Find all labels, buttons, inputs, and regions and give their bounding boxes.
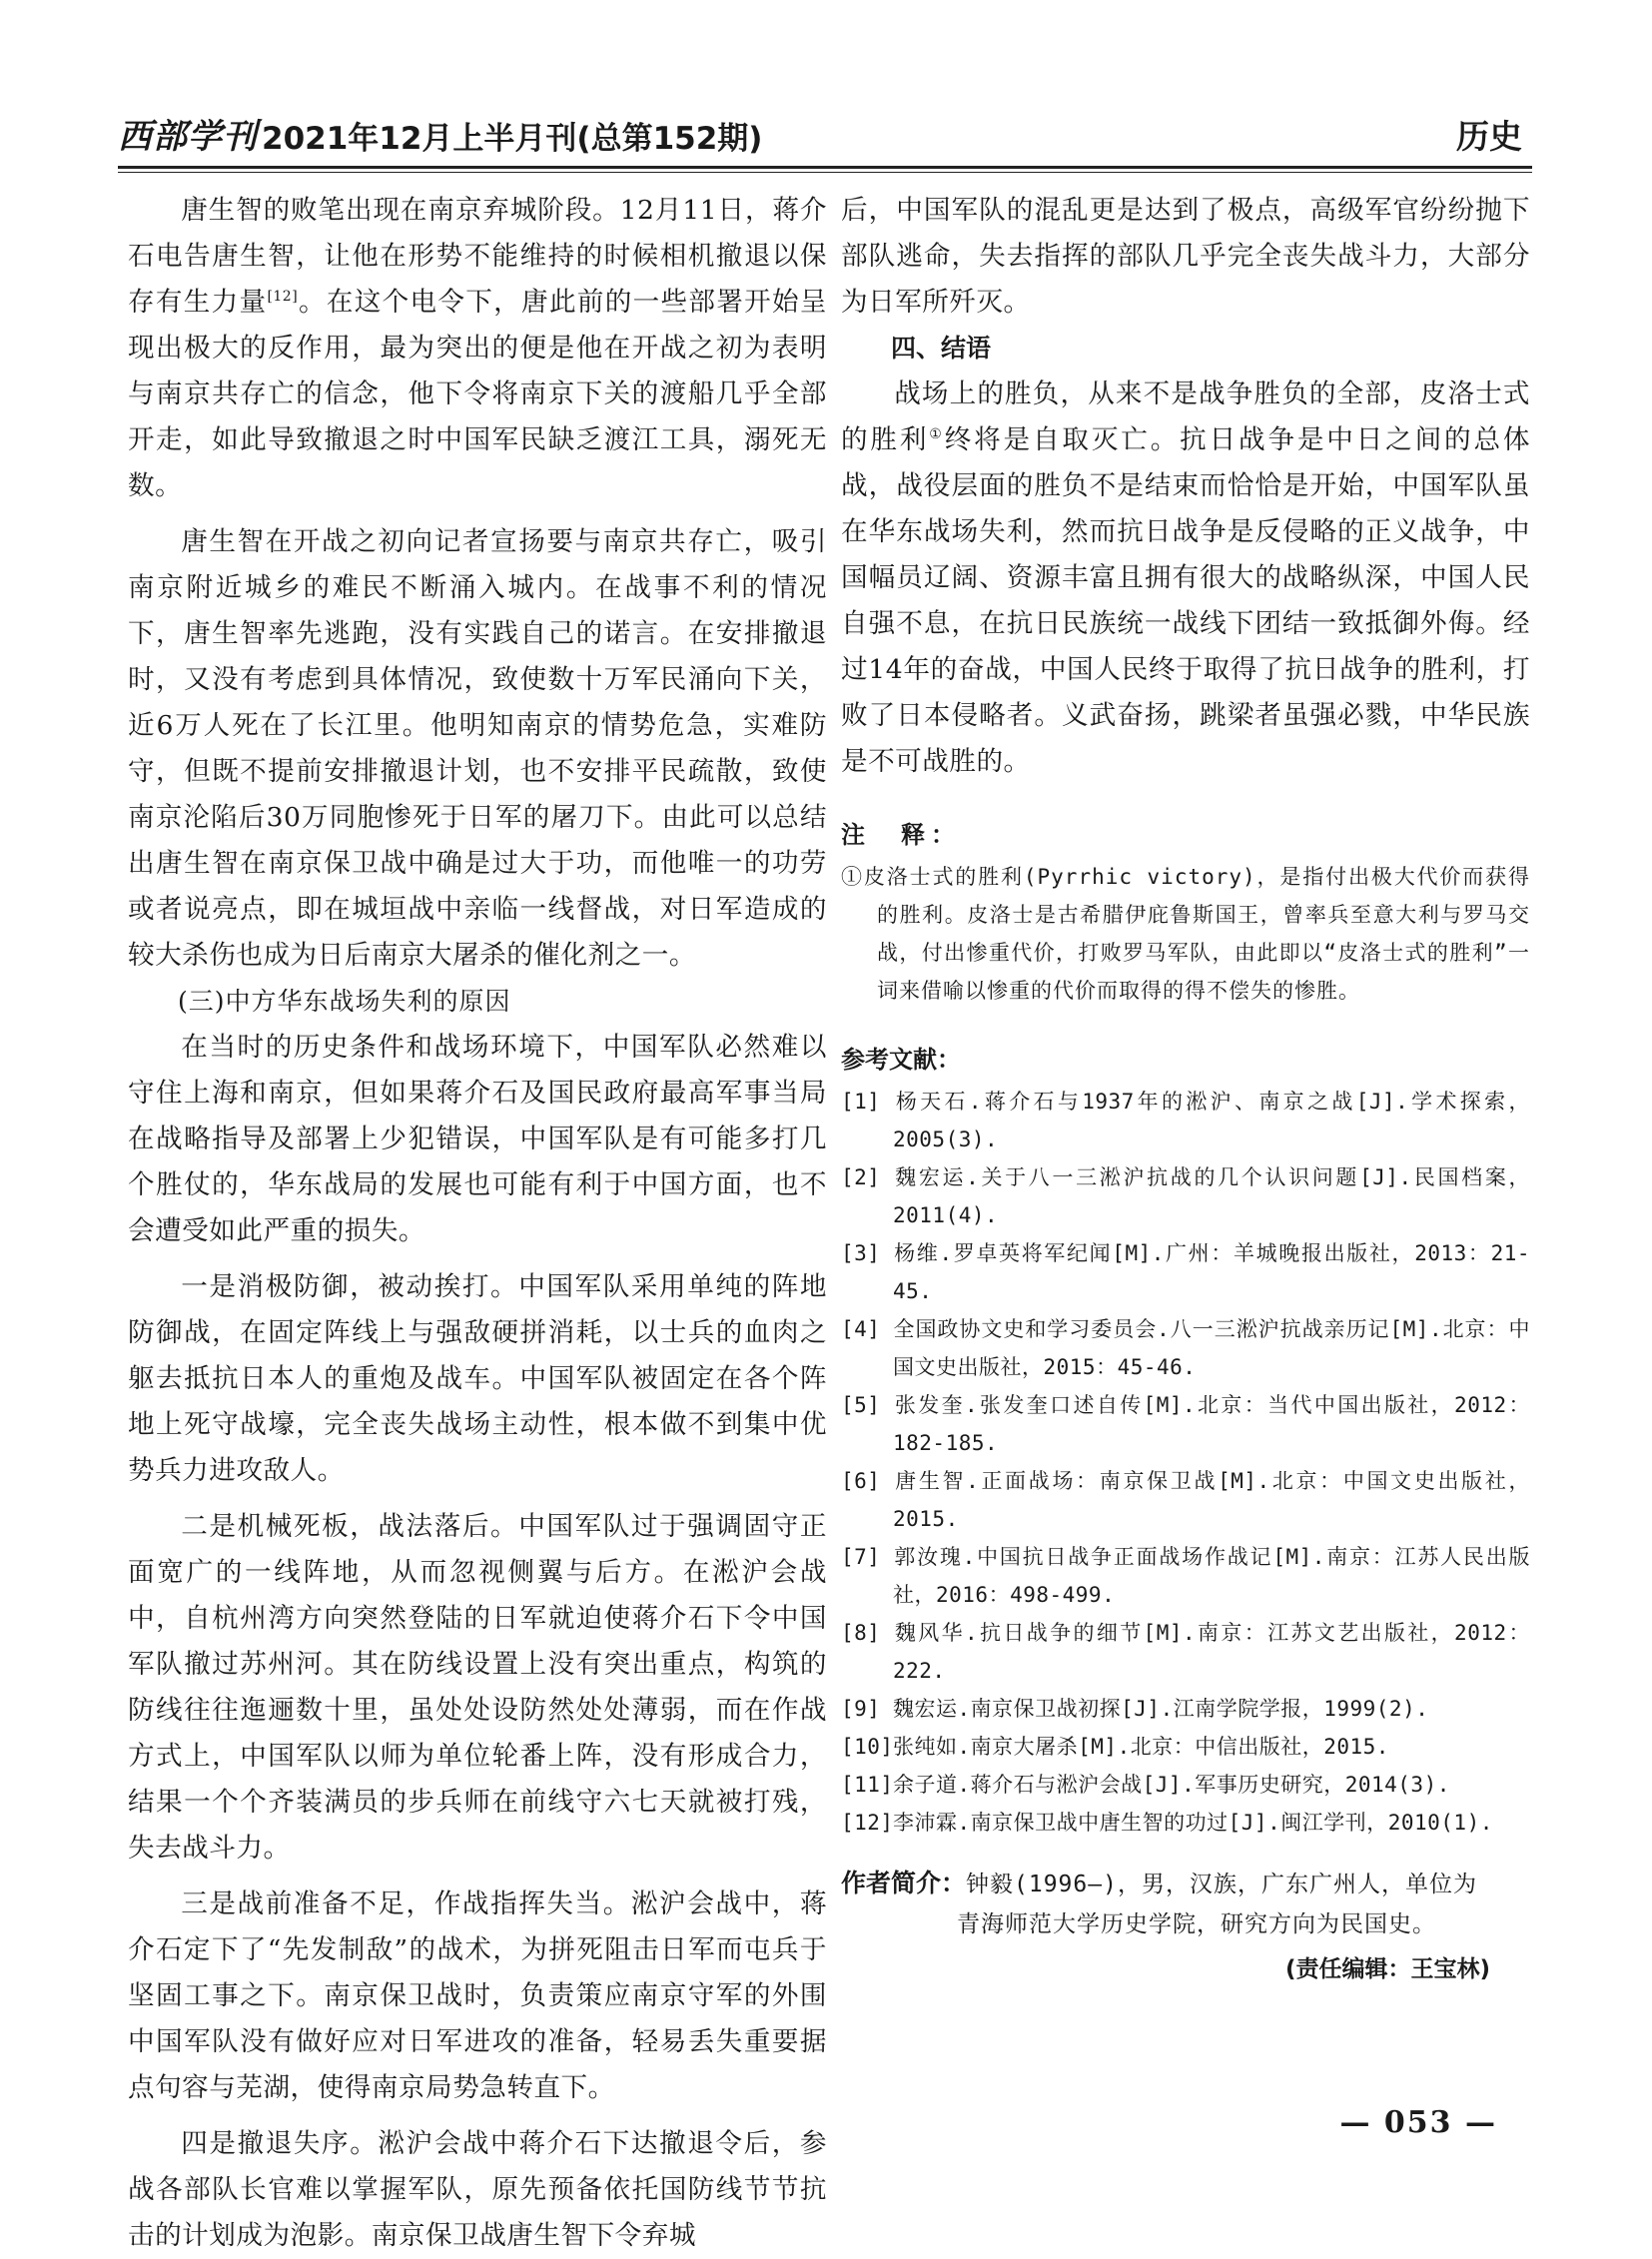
reference-text: 张发奎.张发奎口述自传[M].北京：当代中国出版社，2012：182-185. — [893, 1393, 1530, 1455]
reference-text: 唐生智.正面战场：南京保卫战[M].北京：中国文史出版社，2015. — [893, 1469, 1530, 1531]
reference-item — [841, 1310, 1530, 1386]
journal-name: 西部学刊 — [118, 117, 258, 157]
reference-item — [841, 1728, 1530, 1766]
reference-item — [841, 1462, 1530, 1538]
reference-text: 余子道.蒋介石与淞沪会战[J].军事历史研究，2014(3). — [893, 1773, 1450, 1797]
reference-text: 李沛霖.南京保卫战中唐生智的功过[J].闽江学刊，2010(1). — [893, 1811, 1493, 1835]
reference-text: 杨天石.蒋介石与1937年的淞沪、南京之战[J].学术探索，2005(3). — [893, 1090, 1530, 1151]
editor-credit: (责任编辑：王宝林) — [1284, 1956, 1490, 1982]
author-label: 作者简介： — [841, 1869, 967, 1897]
reference-number: [7] — [841, 1545, 881, 1569]
paragraph-text: 终将是自取灭亡。抗日战争是中日之间的总体战，战役层面的胜负不是结束而恰恰是开始，中国军队虽在华东战场失利，然而抗日战争是反侵略的正义战争，中国幅员辽阔、资源丰富且拥有很大的战略纵深，中国人民自强不息，在抗日民族统一战线下团结一致抵御外侮。经过14年的奋战，中国人民终于取得了抗日战争的胜利，打败了日本侵略者。义武奋扬，跳梁者虽强必戮，中华民族是不可战胜的。 — [841, 424, 1530, 777]
reference-item — [841, 1690, 1530, 1728]
notes-title: 注 释： — [841, 821, 961, 849]
section-name: 历史 — [1456, 117, 1522, 156]
reference-text: 杨维.罗卓英将军纪闻[M].广州：羊城晚报出版社，2013：21-45. — [893, 1241, 1530, 1303]
paragraph — [841, 372, 1530, 785]
left-column — [128, 188, 827, 2259]
paragraph: 三是战前准备不足，作战指挥失当。淞沪会战中，蒋介石定下了“先发制敌”的战术，为拼死阻击日军而屯兵于坚固工事之下。南京保卫战时，负责策应南京守军的外围中国军队没有做好应对日军进攻的准备，轻易丢失重要据点句容与芜湖，使得南京局势急转直下。 — [128, 1888, 827, 2103]
reference-number: [10] — [841, 1735, 894, 1759]
paragraph: 在当时的历史条件和战场环境下，中国军队必然难以守住上海和南京，但如果蒋介石及国民政府最高军事当局在战略指导及部署上少犯错误，中国军队是有可能多打几个胜仗的，华东战局的发展也可能有利于中国方面，也不会遭受如此严重的损失。 — [128, 1032, 827, 1246]
issue-info: 2021年12月上半月刊(总第152期) — [262, 121, 763, 157]
reference-text: 张纯如.南京大屠杀[M].北京：中信出版社，2015. — [893, 1735, 1389, 1759]
paragraph — [128, 188, 827, 509]
paragraph-text: 战场上的胜负，从来不是战争胜负的全部，皮洛士式的胜利 — [841, 378, 1530, 455]
reference-item — [841, 1614, 1530, 1690]
right-column — [841, 188, 1530, 1983]
reference-item — [841, 1158, 1530, 1234]
footnote-ref: ① — [929, 426, 945, 443]
references-title: 参考文献： — [841, 1046, 961, 1074]
reference-list — [841, 1083, 1530, 1842]
reference-number: [12] — [841, 1811, 894, 1835]
reference-number: [8] — [841, 1621, 881, 1645]
reference-item — [841, 1386, 1530, 1462]
reference-text: 魏宏运.关于八一三淞沪抗战的几个认识问题[J].民国档案，2011(4). — [893, 1165, 1530, 1227]
reference-number: [9] — [841, 1697, 881, 1721]
reference-number: [6] — [841, 1469, 881, 1493]
paragraph-text: 唐生智的败笔出现在南京弃城阶段。12月11日，蒋介石电告唐生智，让他在形势不能维持的时候相机撤退以保存有生力量 — [128, 195, 827, 318]
reference-item — [841, 1766, 1530, 1804]
paragraph-text: 。在这个电令下，唐此前的一些部署开始呈现出极大的反作用，最为突出的便是他在开战之初为表明与南京共存亡的信念，他下令将南京下关的渡船几乎全部开走，如此导致撤退之时中国军民缺乏渡江工具，溺死无数。 — [128, 287, 828, 501]
header-rule-thin — [118, 172, 1532, 173]
author-bio-line: 钟毅(1996—)，男，汉族，广东广州人，单位为 — [966, 1872, 1477, 1897]
page-number: — 053 — — [1339, 2105, 1497, 2140]
reference-number: [3] — [841, 1241, 881, 1265]
author-bio — [841, 1864, 1530, 1944]
paragraph: 一是消极防御，被动挨打。中国军队采用单纯的阵地防御战，在固定阵线上与强敌硬拼消耗，以士兵的血肉之躯去抵抗日本人的重炮及战车。中国军队被固定在各个阵地上死守战壕，完全丧失战场主动性，根本做不到集中优势兵力进攻敌人。 — [128, 1271, 827, 1486]
paragraph: 四是撤退失序。淞沪会战中蒋介石下达撤退令后，参战各部队长官难以掌握军队，原先预备依托国防线节节抗击的计划成为泡影。南京保卫战唐生智下令弃城 — [128, 2128, 827, 2251]
journal-header — [118, 109, 762, 158]
reference-number: [2] — [841, 1165, 881, 1189]
page-header — [118, 108, 1522, 158]
reference-item — [841, 1538, 1530, 1614]
author-bio-line: 青海师范大学历史学院，研究方向为民国史。 — [957, 1911, 1436, 1937]
reference-text: 魏宏运.南京保卫战初探[J].江南学院学报，1999(2). — [893, 1697, 1429, 1721]
reference-number: [1] — [841, 1090, 881, 1114]
citation-ref: [12] — [267, 289, 299, 306]
reference-text: 郭汝瑰.中国抗日战争正面战场作战记[M].南京：江苏人民出版社，2016：498-499. — [893, 1545, 1530, 1607]
header-rule — [118, 166, 1532, 169]
reference-item — [841, 1804, 1530, 1842]
reference-number: [5] — [841, 1393, 881, 1417]
reference-text: 全国政协文史和学习委员会.八一三淞沪抗战亲历记[M].北京：中国文史出版社，2015：45-46. — [893, 1317, 1530, 1379]
paragraph: 唐生智在开战之初向记者宣扬要与南京共存亡，吸引南京附近城乡的难民不断涌入城内。在战事不利的情况下，唐生智率先逃跑，没有实践自己的诺言。在安排撤退时，又没有考虑到具体情况，致使数十万军民涌向下关，近6万人死在了长江里。他明知南京的情势危急，实难防守，但既不提前安排撤退计划，也不安排平民疏散，致使南京沦陷后30万同胞惨死于日军的屠刀下。由此可以总结出唐生智在南京保卫战中确是过大于功，而他唯一的功劳或者说亮点，即在城垣战中亲临一线督战，对日军造成的较大杀伤也成为日后南京大屠杀的催化剂之一。 — [128, 526, 827, 971]
reference-item — [841, 1083, 1530, 1158]
reference-number: [11] — [841, 1773, 894, 1797]
reference-text: 魏风华.抗日战争的细节[M].南京：江苏文艺出版社，2012：222. — [893, 1621, 1530, 1683]
reference-number: [4] — [841, 1317, 881, 1341]
footnote: ①皮洛士式的胜利(Pyrrhic victory)，是指付出极大代价而获得的胜利。皮洛士是古希腊伊庇鲁斯国王，曾率兵至意大利与罗马交战，付出惨重代价，打败罗马军队，由此即以“皮洛士式的胜利”一词来借喻以惨重的代价而取得的得不偿失的惨胜。 — [841, 865, 1530, 1003]
reference-item — [841, 1234, 1530, 1310]
paragraph: 二是机械死板，战法落后。中国军队过于强调固守正面宽广的一线阵地，从而忽视侧翼与后方。在淞沪会战中，自杭州湾方向突然登陆的日军就迫使蒋介石下令中国军队撤过苏州河。其在防线设置上没有突出重点，构筑的防线往往迤逦数十里，虽处处设防然处处薄弱，而在作战方式上，中国军队以师为单位轮番上阵，没有形成合力，结果一个个齐装满员的步兵师在前线守六七天就被打残，失去战斗力。 — [128, 1511, 827, 1864]
section-heading: 四、结语 — [891, 334, 992, 363]
paragraph: 后，中国军队的混乱更是达到了极点，高级军官纷纷抛下部队逃命，失去指挥的部队几乎完全丧失战斗力，大部分为日军所歼灭。 — [841, 195, 1530, 318]
subsection-heading: (三)中方华东战场失利的原因 — [178, 987, 511, 1016]
